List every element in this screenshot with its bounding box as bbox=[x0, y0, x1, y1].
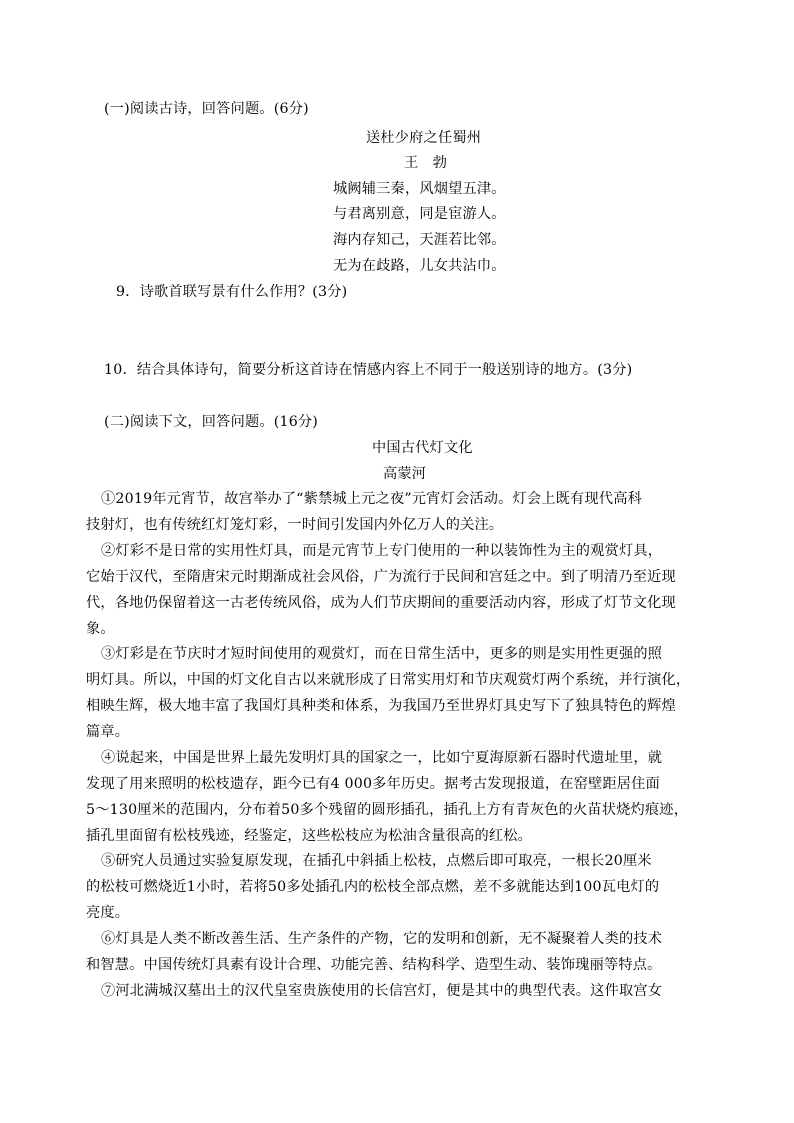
article-line: 象。 bbox=[86, 621, 115, 637]
article-line: 发现了用来照明的松枝遗存，距今已有4 000多年历史。据考古发现报道，在窑壁距居住面 bbox=[86, 776, 660, 792]
article-line: 篇章。 bbox=[86, 724, 130, 740]
article-line: 5～130厘米的范围内，分布着50多个残留的圆形插孔，插孔上方有青灰色的火苗状烧灼痕迹， bbox=[86, 802, 689, 818]
article-line: 的松枝可燃烧近1小时，若将50多处插孔内的松枝全部点燃，差不多就能达到100瓦电灯的 bbox=[86, 879, 660, 895]
article-line: 和智慧。中国传统灯具素有设计合理、功能完善、结构科学、造型生动、装饰瑰丽等特点。 bbox=[86, 957, 662, 973]
poem-line: 城阙辅三秦，风烟望五津。 bbox=[333, 181, 506, 197]
poem-title: 送杜少府之任蜀州 bbox=[366, 130, 482, 146]
article-line: ③灯彩是在节庆时才短时间使用的观赏灯，而在日常生活中，更多的则是实用性更强的照 bbox=[101, 646, 663, 662]
article-line: ⑦河北满城汉墓出土的汉代皇室贵族使用的长信宫灯，便是其中的典型代表。这件取宫女 bbox=[101, 983, 663, 999]
article-line: 插孔里面留有松枝残迹，经鉴定，这些松枝应为松油含量很高的红松。 bbox=[86, 828, 533, 844]
article-author: 高蒙河 bbox=[383, 466, 427, 482]
question-10: 10．结合具体诗句，简要分析这首诗在情感内容上不同于一般送别诗的地方。(3分) bbox=[104, 362, 633, 378]
article-line: 代，各地仍保留着这一古老传统风俗，成为人们节庆期间的重要活动内容，形成了灯节文化现 bbox=[86, 595, 676, 611]
article-line: 技射灯，也有传统红灯笼灯彩，一时间引发国内外亿万人的关注。 bbox=[86, 517, 504, 533]
article-line: ②灯彩不是日常的实用性灯具，而是元宵节上专门使用的一种以装饰性为主的观赏灯具， bbox=[101, 543, 663, 559]
poem-line: 海内存知己，天涯若比邻。 bbox=[333, 232, 506, 248]
article-line: ⑥灯具是人类不断改善生活、生产条件的产物，它的发明和创新，无不凝聚着人类的技术 bbox=[101, 931, 663, 947]
article-title: 中国古代灯文化 bbox=[372, 440, 473, 456]
poem-author: 王 勃 bbox=[404, 155, 448, 171]
article-line: 亮度。 bbox=[86, 905, 130, 921]
article-line: ①2019年元宵节，故宫举办了“紫禁城上元之夜”元宵灯会活动。灯会上既有现代高科 bbox=[101, 491, 642, 507]
poem-line: 与君离别意，同是宦游人。 bbox=[333, 206, 506, 222]
article-line: ④说起来，中国是世界上最先发明灯具的国家之一，比如宁夏海原新石器时代遗址里，就 bbox=[101, 750, 663, 766]
article-line: 相映生辉，极大地丰富了我国灯具种类和体系，为我国乃至世界灯具史写下了独具特色的辉煌 bbox=[86, 698, 676, 714]
section1-heading: (一)阅读古诗，回答问题。(6分) bbox=[104, 101, 309, 117]
poem-line: 无为在歧路，儿女共沾巾。 bbox=[333, 258, 506, 274]
article-line: 明灯具。所以，中国的灯文化自古以来就形成了日常实用灯和节庆观赏灯两个系统，并行演化， bbox=[86, 672, 691, 688]
article-line: ⑤研究人员通过实验复原发现，在插孔中斜插上松枝，点燃后即可取亮，一根长20厘米 bbox=[101, 853, 652, 869]
question-9: 9．诗歌首联写景有什么作用？(3分) bbox=[116, 284, 348, 300]
article-line: 它始于汉代，至隋唐宋元时期渐成社会风俗，广为流行于民间和宫廷之中。到了明清乃至近现 bbox=[86, 569, 676, 585]
section2-heading: (二)阅读下文，回答问题。(16分) bbox=[104, 414, 319, 430]
